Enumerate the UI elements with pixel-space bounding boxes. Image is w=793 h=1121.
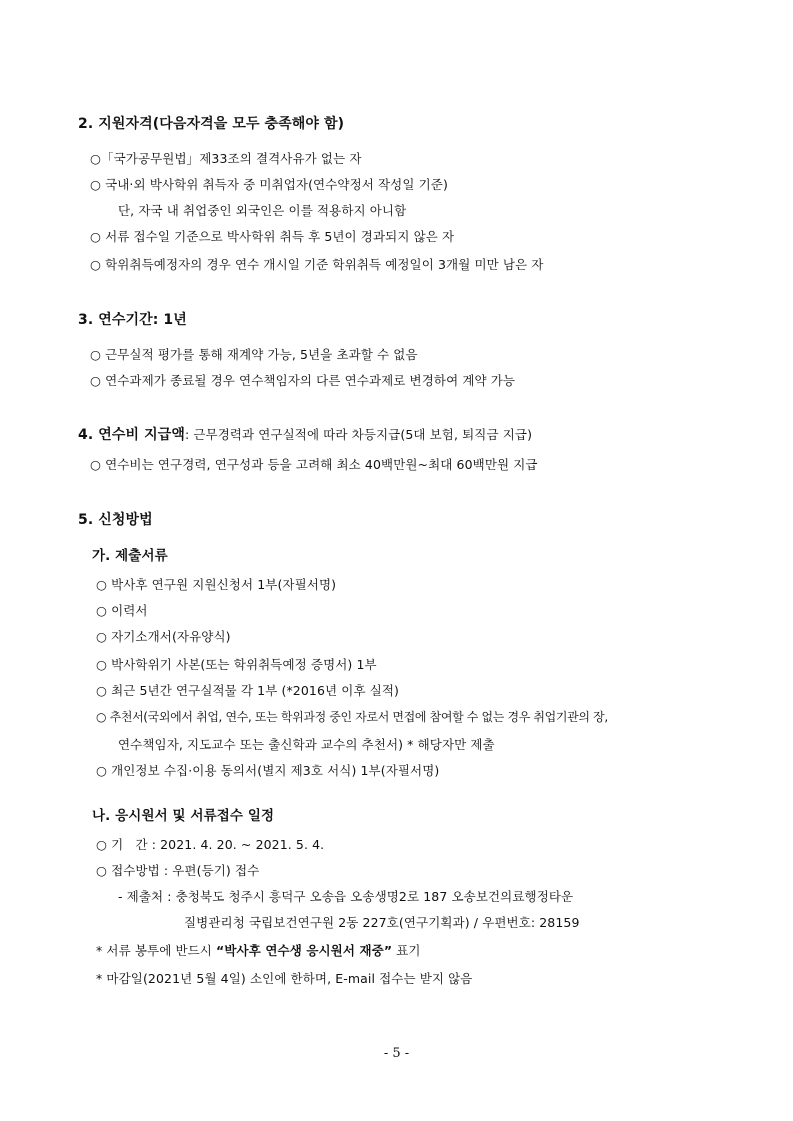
deadline-note: * 마감일(2021년 5월 4일) 소인에 한하며, E-mail 접수는 받지 않음	[96, 971, 473, 986]
list-item-continuation: 단, 자국 내 취업중인 외국인은 이를 적용하지 아니함	[118, 203, 407, 218]
list-item: ○ 근무실적 평가를 통해 재계약 가능, 5년을 초과할 수 없음	[90, 347, 418, 362]
submission-method: ○ 접수방법 : 우편(등기) 접수	[96, 863, 260, 878]
submission-address-line-1: - 제출처 : 충청북도 청주시 흥덕구 오송읍 오송생명2로 187 오송보건의료행정타운	[118, 889, 574, 904]
list-item: ○ 서류 접수일 기준으로 박사학위 취득 후 5년이 경과되지 않은 자	[90, 229, 455, 244]
list-item: ○ 최근 5년간 연구실적물 각 1부 (*2016년 이후 실적)	[96, 683, 400, 698]
list-item: ○ 추천서(국외에서 취업, 연수, 또는 학위과정 중인 자로서 면접에 참여할 수 없는 경우 취업기관의 장,	[96, 710, 608, 724]
list-item: ○ 개인정보 수집·이용 동의서(별지 제3호 서식) 1부(자필서명)	[96, 763, 440, 778]
section-2-title: 2. 지원자격(다음자격을 모두 충족해야 함)	[78, 116, 345, 132]
list-item: ○「국가공무원법」제33조의 결격사유가 없는 자	[90, 151, 362, 166]
section-3-title: 3. 연수기간: 1년	[78, 312, 187, 328]
list-item-continuation: 연수책임자, 지도교수 또는 출신학과 교수의 추천서) * 해당자만 제출	[118, 737, 495, 752]
section-4-title	[78, 426, 532, 444]
section-4-title-rest: : 근무경력과 연구실적에 따라 차등지급(5대 보험, 퇴직금 지급)	[184, 427, 533, 442]
section-4-title-lead: 4. 연수비 지급액	[78, 427, 185, 443]
envelope-note	[96, 942, 421, 960]
subsection-a-title: 가. 제출서류	[92, 548, 168, 564]
list-item: ○ 자기소개서(자유양식)	[96, 629, 231, 644]
list-item: ○ 연수비는 연구경력, 연구성과 등을 고려해 최소 40백만원~최대 60백만원 지급	[90, 457, 538, 472]
list-item: ○ 박사학위기 사본(또는 학위취득예정 증명서) 1부	[96, 657, 377, 672]
list-item: ○ 연수과제가 종료될 경우 연수책임자의 다른 연수과제로 변경하여 계약 가능	[90, 373, 516, 388]
list-item: ○ 이력서	[96, 603, 148, 618]
section-5-title: 5. 신청방법	[78, 512, 153, 528]
page-number: - 5 -	[383, 1046, 410, 1061]
envelope-note-bold: “박사후 연수생 응시원서 재중”	[216, 943, 393, 958]
schedule-period: ○ 기 간 : 2021. 4. 20. ~ 2021. 5. 4.	[96, 837, 325, 852]
subsection-b-title: 나. 응시원서 및 서류접수 일정	[92, 808, 275, 824]
list-item: ○ 국내‧외 박사학위 취득자 중 미취업자(연수약정서 작성일 기준)	[90, 177, 448, 192]
envelope-note-post: 표기	[392, 943, 421, 958]
envelope-note-pre: * 서류 봉투에 반드시	[96, 943, 217, 958]
list-item: ○ 박사후 연구원 지원신청서 1부(자필서명)	[96, 577, 337, 592]
submission-address-line-2: 질병관리청 국립보건연구원 2동 227호(연구기획과) / 우편번호: 28159	[184, 915, 580, 930]
list-item: ○ 학위취득예정자의 경우 연수 개시일 기준 학위취득 예정일이 3개월 미만 남은 자	[90, 257, 544, 272]
